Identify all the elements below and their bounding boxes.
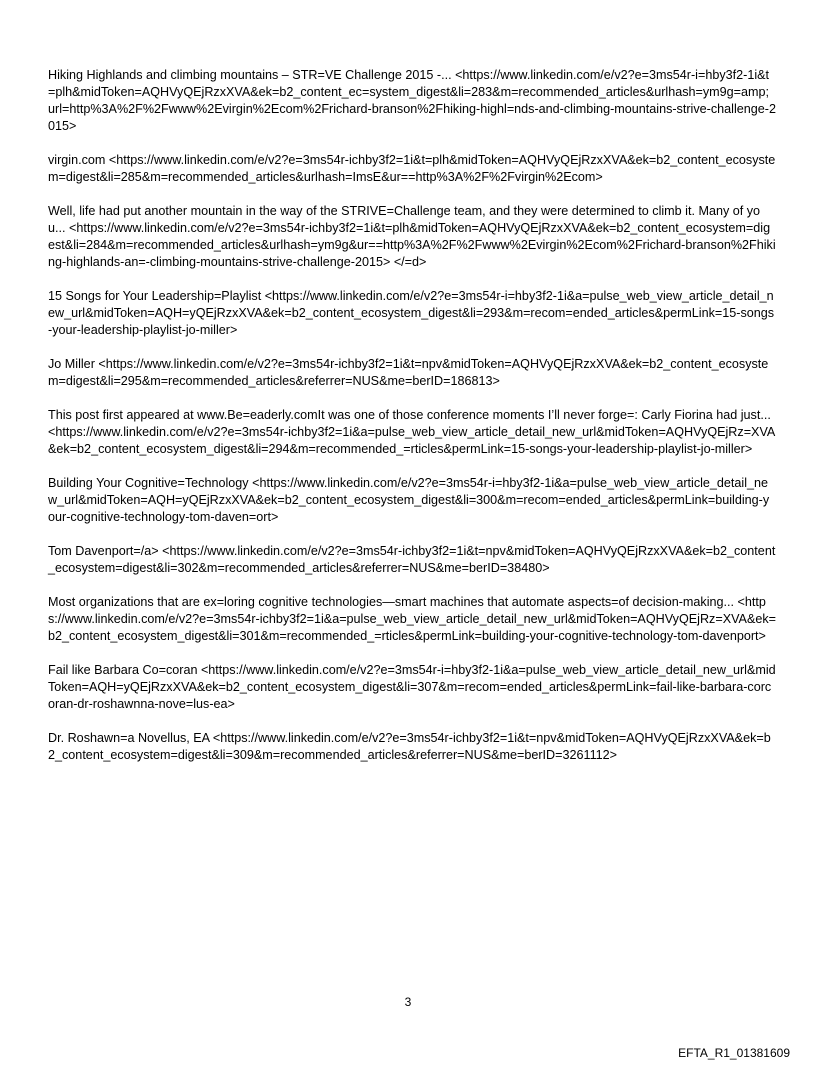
paragraph-cognitive-technology-title: Building Your Cognitive=Technology <https://www.linkedin.com/e/v2?e=3ms54r-i=hby3f2-1i&a=pulse_web_view_article_detail_new_url&midToken=AQH=yQEjRzxXVA&ek=b2_content_ecosystem_digest&li=300&m=recom=ended_articles&permLink=building-your-cognitive-technology-tom-daven=ort>: [48, 476, 770, 524]
paragraph-tom-davenport-author: Tom Davenport=/a> <https://www.linkedin.com/e/v2?e=3ms54r-ichby3f2=1i&t=npv&midToken=AQHVyQEjRzxXVA&ek=b2_content_ecosystem=digest&li=302&m=recommended_articles&referrer=NUS&me=berID=38480>: [48, 544, 776, 575]
email-body-text: [48, 67, 776, 781]
paragraph-leadership-playlist-summary: This post first appeared at www.Be=eaderly.comIt was one of those conference moments I’ll never forge=: Carly Fiorina had just... <https://www.linkedin.com/e/v2?e=3ms54r-ichby3f2=1i&a=pulse_web_view_article_detail_new_url&midToken=AQHVyQEjRz=XVA&ek=b2_content_ecosystem_digest&li=294&m=recommended_=rticles&permLink=15-songs-your-leadership-playlist-jo-miller>: [48, 408, 776, 456]
paragraph-roshawnna-novellus-author: Dr. Roshawn=a Novellus, EA <https://www.linkedin.com/e/v2?e=3ms54r-ichby3f2=1i&t=npv&midToken=AQHVyQEjRzxXVA&ek=b2_content_ecosystem=digest&li=309&m=recommended_articles&referrer=NUS&me=berID=3261112>: [48, 731, 771, 762]
paragraph-barbara-corcoran-title: Fail like Barbara Co=coran <https://www.linkedin.com/e/v2?e=3ms54r-i=hby3f2-1i&a=pulse_web_view_article_detail_new_url&midToken=AQH=yQEjRzxXVA&ek=b2_content_ecosystem_digest&li=307&m=recom=ended_articles&permLink=fail-like-barbara-corcoran-dr-roshawnna-nove=lus-ea>: [48, 663, 776, 711]
paragraph-hiking-highlands-title: Hiking Highlands and climbing mountains – STR=VE Challenge 2015 -... <https://www.linkedin.com/e/v2?e=3ms54r-i=hby3f2-1i&t=plh&midToken=AQHVyQEjRzxXVA&ek=b2_content_ec=system_digest&li=283&m=recommended_articles&urlhash=ym9g=amp;url=http%3A%2F%2Fwww%2Evirgin%2Ecom%2Frichard-branson%2Fhiking-highl=nds-and-climbing-mountains-strive-challenge-2015>: [48, 68, 776, 133]
paragraph-virgin-link: virgin.com <https://www.linkedin.com/e/v2?e=3ms54r-ichby3f2=1i&t=plh&midToken=AQHVyQEjRzxXVA&ek=b2_content_ecosystem=digest&li=285&m=recommended_articles&urlhash=ImsE&ur==http%3A%2F%2Fvirgin%2Ecom>: [48, 153, 776, 184]
document-id: EFTA_R1_01381609: [678, 1046, 790, 1060]
paragraph-leadership-playlist-title: 15 Songs for Your Leadership=Playlist <https://www.linkedin.com/e/v2?e=3ms54r-i=hby3f2-1i&a=pulse_web_view_article_detail_new_url&midToken=AQH=yQEjRzxXVA&ek=b2_content_ecosystem_digest&li=293&m=recom=ended_articles&permLink=15-songs-your-leadership-playlist-jo-miller>: [48, 289, 775, 337]
paragraph-cognitive-technology-summary: Most organizations that are ex=loring cognitive technologies—smart machines that automate aspects=of decision-making... <https://www.linkedin.com/e/v2?e=3ms54r-ichby3f2=1i&a=pulse_web_view_article_detail_new_url&midToken=AQHVyQEjRz=XVA&ek=b2_content_ecosystem_digest&li=301&m=recommended_=rticles&permLink=building-your-cognitive-technology-tom-davenport>: [48, 595, 777, 643]
paragraph-hiking-highlands-summary: Well, life had put another mountain in the way of the STRIVE=Challenge team, and they were determined to climb it. Many of you... <https://www.linkedin.com/e/v2?e=3ms54r-ichby3f2=1i&t=plh&midToken=AQHVyQEjRzxXVA&ek=b2_content_ecosystem=digest&li=284&m=recommended_articles&urlhash=ym9g&ur==http%3A%2F%2Fwww%2Evirgin%2Ecom%2Frichard-branson%2Fhiking-highlands-an=-climbing-mountains-strive-challenge-2015> </=d>: [48, 204, 776, 269]
page-number: 3: [404, 995, 412, 1009]
paragraph-jo-miller-author: Jo Miller <https://www.linkedin.com/e/v2?e=3ms54r-ichby3f2=1i&t=npv&midToken=AQHVyQEjRzxXVA&ek=b2_content_ecosystem=digest&li=295&m=recommended_articles&referrer=NUS&me=berID=186813>: [48, 357, 769, 388]
